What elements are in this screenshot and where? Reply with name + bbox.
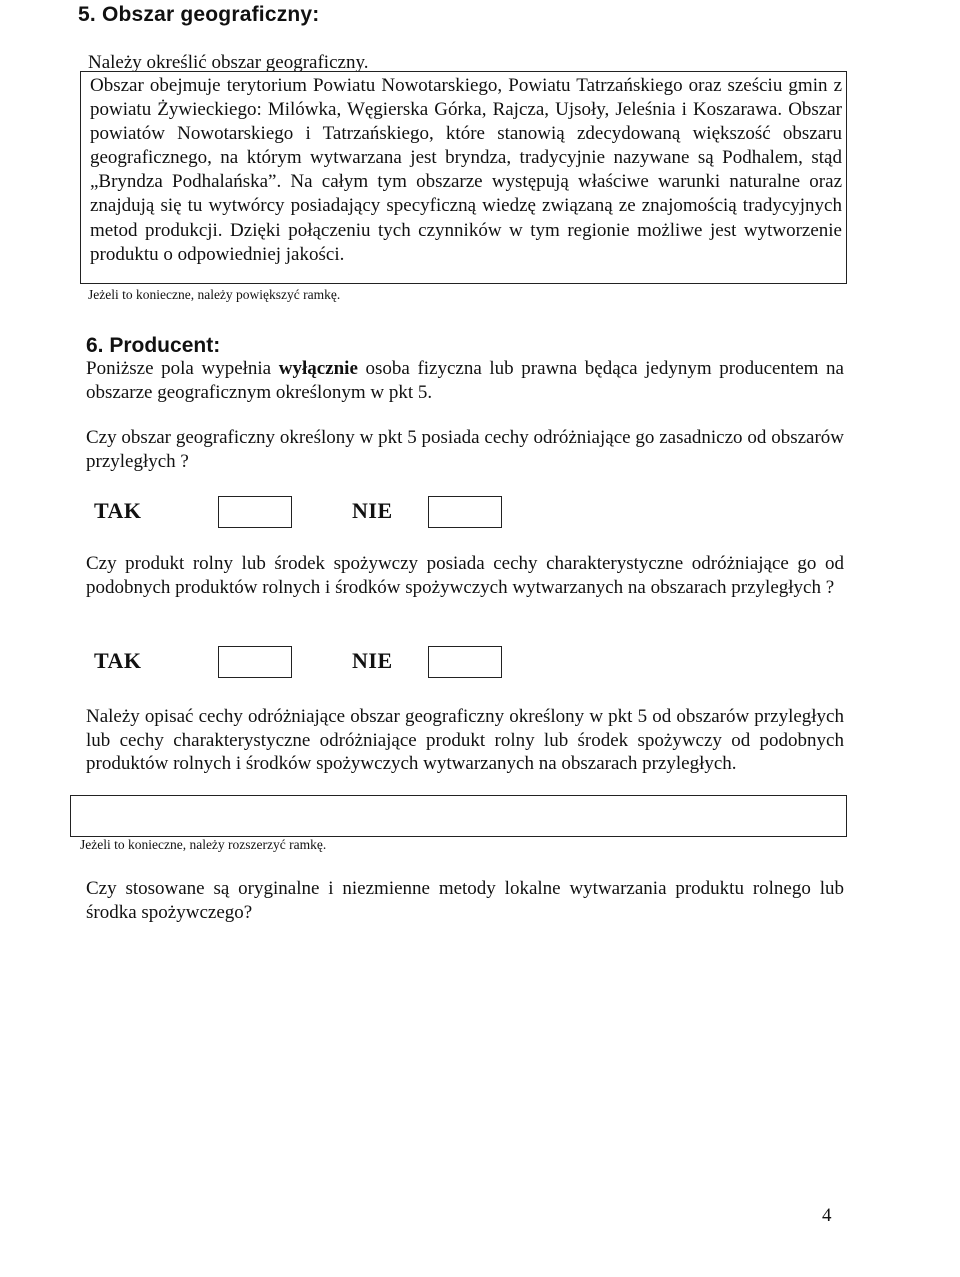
question-1: Czy obszar geograficzny określony w pkt 5 posiada cechy odróżniające go zasadniczo od obszarów przyległych ? <box>86 427 844 472</box>
q1-no-label: NIE <box>352 498 393 523</box>
question-2: Czy produkt rolny lub środek spożywczy posiada cechy charakterystyczne odróżniające go od podobnych produktów rolnych i środków spożywczych wytwarzanych na obszarach przyległych ? <box>86 553 844 598</box>
q2-yes-label: TAK <box>94 648 142 673</box>
geographic-area-description: Obszar obejmuje terytorium Powiatu Nowotarskiego, Powiatu Tatrzańskiego oraz sześciu gmin z powiatu Żywieckiego: Milówka, Węgierska Górka, Rajcza, Ujsoły, Jeleśnia i Koszarawa. Obszar powiatów Nowotarskiego i Tatrzańskiego, które stanowią zdecydowaną większość obszaru geograficznego, na którym wytwarzana jest bryndza, tradycyjnie nazywane są Podhalem, stąd „Bryndza Podhalańska”. Na całym tym obszarze występują właściwe warunki naturalne oraz znajdują się tu wytwórcy posiadający specyficzną wiedzę związaną ze znajomością tradycyjnych metod produkcji. Dzięki połączeniu tych czynników w tym regionie możliwe jest wytworzenie produktu o odpowiedniej jakości. <box>90 75 842 265</box>
question-4: Czy stosowane są oryginalne i niezmienne metody lokalne wytwarzania produktu rolnego lub środka spożywczego? <box>86 878 844 923</box>
section-6-heading: 6. Producent: <box>86 334 221 357</box>
question-3: Należy opisać cechy odróżniające obszar geograficzny określony w pkt 5 od obszarów przyległych lub cechy charakterystyczne odróżniające produkt rolny lub środek spożywczy od podobnych produktów rolnych i środków spożywczych wytwarzanych na obszarach przyległych. <box>86 706 844 774</box>
q1-no-checkbox[interactable] <box>428 496 502 528</box>
q2-yes-checkbox[interactable] <box>218 646 292 678</box>
q1-yes-checkbox[interactable] <box>218 496 292 528</box>
page-number: 4 <box>822 1205 832 1226</box>
section-5-intro: Należy określić obszar geograficzny. <box>88 52 369 73</box>
enlarge-frame-note: Jeżeli to konieczne, należy powiększyć ramkę. <box>88 287 341 302</box>
emphasis-exclusively: wyłącznie <box>278 358 358 379</box>
q2-no-checkbox[interactable] <box>428 646 502 678</box>
geographic-area-box <box>80 71 847 284</box>
q1-yes-label: TAK <box>94 498 142 523</box>
section-5-heading: 5. Obszar geograficzny: <box>78 3 320 26</box>
description-input-box[interactable] <box>70 795 847 837</box>
section-6-intro: Poniższe pola wypełnia wyłącznie osoba fizyczna lub prawna będąca jedynym producentem na obszarze geograficznym określonym w pkt 5. <box>86 358 844 403</box>
q2-no-label: NIE <box>352 648 393 673</box>
extend-frame-note: Jeżeli to konieczne, należy rozszerzyć ramkę. <box>80 837 327 852</box>
